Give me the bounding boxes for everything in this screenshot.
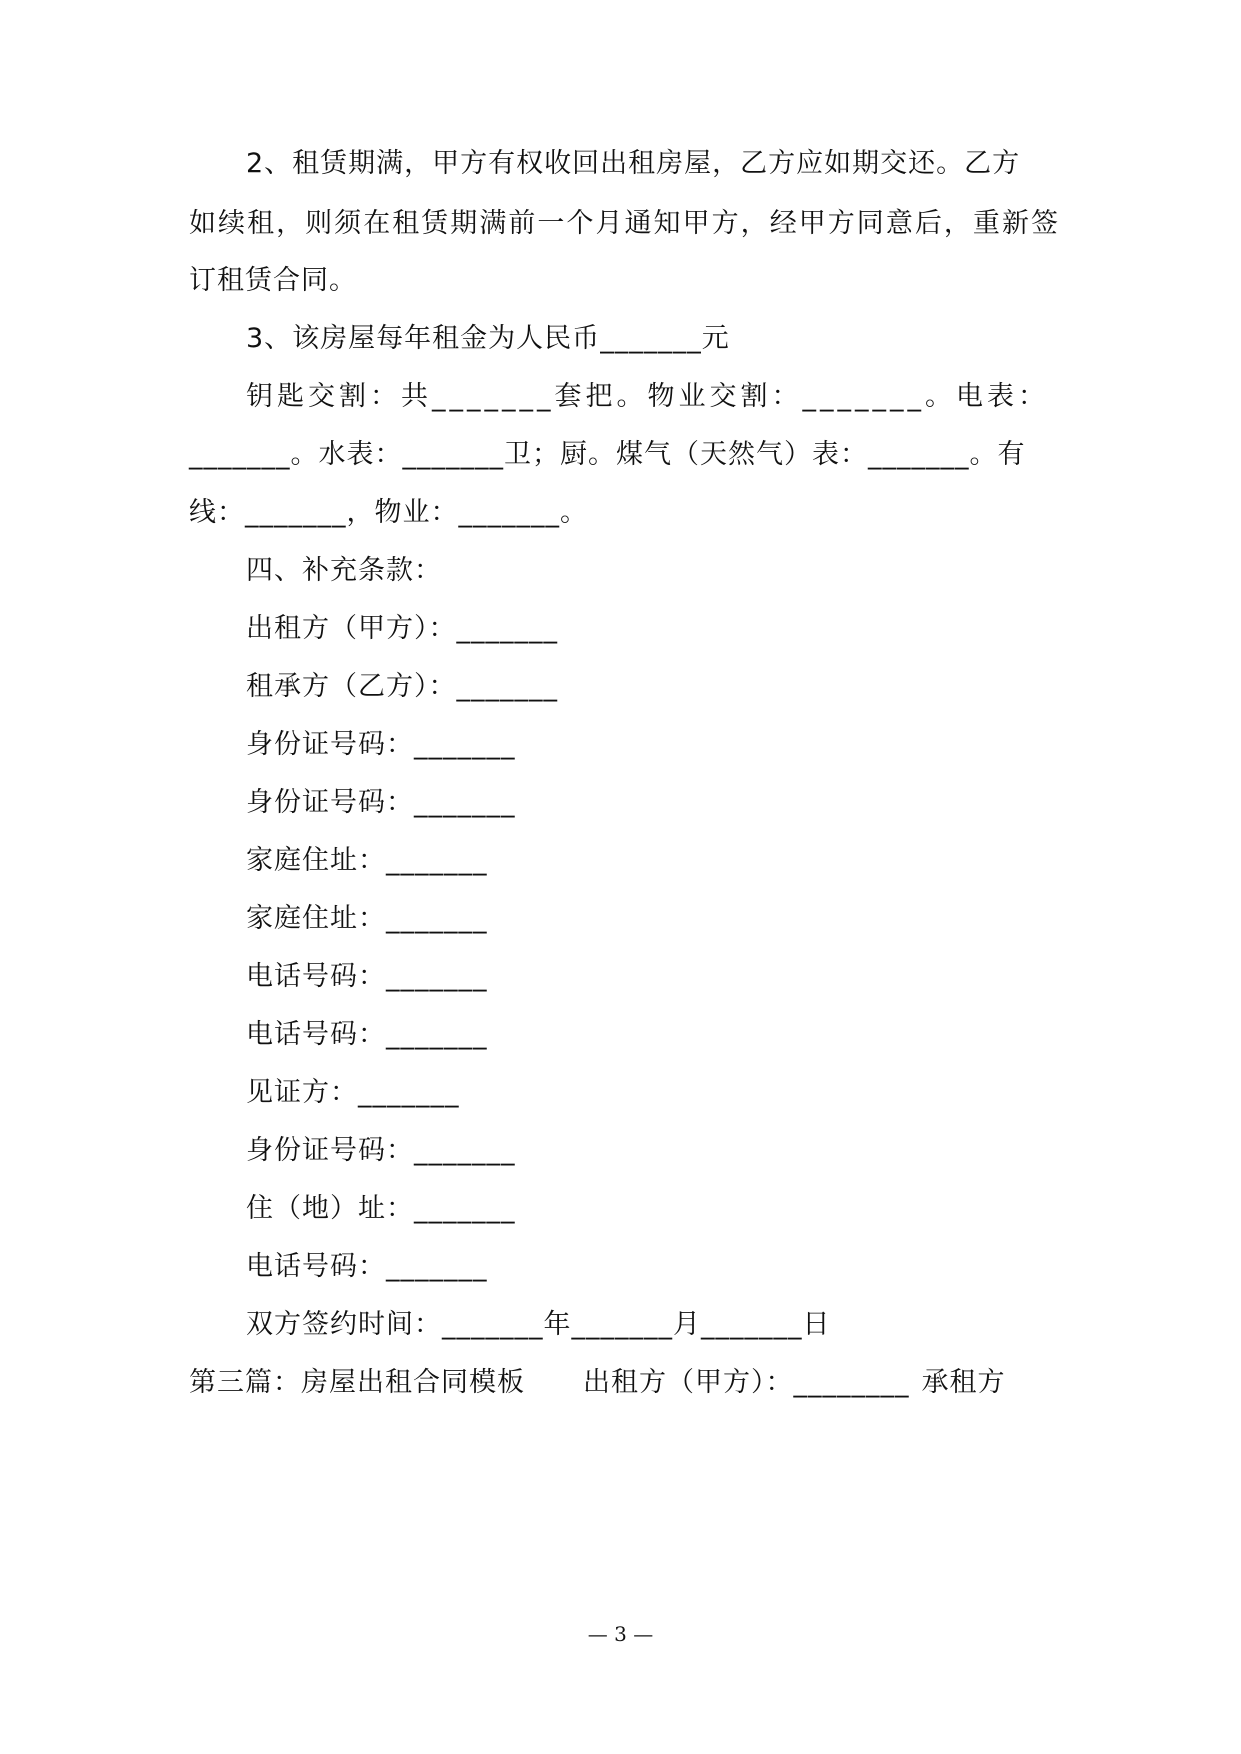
rent-label: 3、该房屋每年租金为人民币	[246, 323, 601, 354]
field-label: 出租方（甲方）：	[246, 613, 457, 644]
field-label: 电话号码：	[246, 1019, 386, 1050]
field-blank: _______	[414, 787, 516, 818]
field-blank: _______	[386, 845, 488, 876]
field-label: 家庭住址：	[246, 903, 386, 934]
field-witness	[246, 1073, 1116, 1113]
clause-2-line-2: 如续租，则须在租赁期满前一个月通知甲方，经甲方同意后，重新签	[189, 208, 1059, 239]
third-section-line	[189, 1363, 1059, 1403]
handover-line-3	[189, 493, 1059, 533]
field-id-number-witness	[246, 1131, 1116, 1171]
cable-label: 线：	[189, 497, 245, 528]
field-label: 身份证号码：	[246, 1135, 414, 1166]
field-address-lessee	[246, 899, 1116, 939]
gas-meter-label: 卫；厨。煤气（天然气）表：	[504, 439, 868, 470]
field-phone-lessee	[246, 1015, 1116, 1055]
year-label: 年	[543, 1309, 572, 1340]
lessor-label: 出租方（甲方）：	[583, 1367, 794, 1398]
section-4-title: 四、补充条款：	[246, 555, 442, 586]
rent-blank: _______	[600, 323, 702, 354]
field-id-number-lessee	[246, 783, 1116, 823]
field-blank: _______	[386, 1019, 488, 1050]
field-label: 电话号码：	[246, 1251, 386, 1282]
field-label: 租承方（乙方）：	[246, 671, 457, 702]
field-blank: _______	[456, 613, 558, 644]
clause-3-rent	[246, 319, 1116, 359]
electric-meter-blank: _______	[189, 439, 291, 470]
field-blank: _______	[386, 903, 488, 934]
electric-meter-label: 。电表：	[925, 381, 1049, 412]
field-address-lessor	[246, 841, 1116, 881]
water-meter-label: 。水表：	[290, 439, 403, 470]
cable-label-start: 。有	[969, 439, 1026, 470]
year-blank: _______	[442, 1309, 544, 1340]
rent-unit: 元	[701, 323, 730, 354]
page-number: — 3 —	[587, 1622, 654, 1646]
field-blank: _______	[386, 961, 488, 992]
month-label: 月	[673, 1309, 701, 1340]
keys-label: 钥匙交割：共	[246, 381, 432, 412]
field-label: 身份证号码：	[246, 787, 414, 818]
water-meter-blank: _______	[402, 439, 504, 470]
field-address-witness	[246, 1189, 1116, 1229]
cable-blank: _______	[245, 497, 347, 528]
lessor-blank: ________	[793, 1367, 910, 1398]
handover-line-1	[246, 377, 1059, 417]
day-label: 日	[802, 1309, 831, 1340]
field-blank: _______	[414, 1193, 516, 1224]
field-label: 家庭住址：	[246, 845, 386, 876]
field-blank: _______	[414, 729, 516, 760]
property-fee-label: ，物业：	[346, 497, 459, 528]
clause-2-line-3: 订租赁合同。	[189, 265, 357, 296]
field-label: 见证方：	[246, 1077, 358, 1108]
third-section-title: 第三篇：房屋出租合同模板	[189, 1367, 525, 1398]
field-blank: _______	[358, 1077, 460, 1108]
day-blank: _______	[701, 1309, 803, 1340]
field-blank: _______	[414, 1135, 516, 1166]
property-fee-blank: _______	[458, 497, 560, 528]
field-label: 电话号码：	[246, 961, 386, 992]
handover-end: 。	[560, 497, 588, 528]
field-id-number-lessor	[246, 725, 1116, 765]
property-handover-label: 套把。物业交割：	[554, 381, 803, 412]
field-lessee	[246, 667, 1116, 707]
month-blank: _______	[571, 1309, 673, 1340]
gas-meter-blank: _______	[868, 439, 970, 470]
lessee-label: 承租方	[921, 1367, 1006, 1398]
property-handover-blank: _______	[802, 381, 925, 412]
signing-date-label: 双方签约时间：	[246, 1309, 442, 1340]
handover-line-2	[189, 435, 1059, 475]
field-lessor	[246, 609, 1116, 649]
field-blank: _______	[386, 1251, 488, 1282]
field-phone-witness	[246, 1247, 1116, 1287]
field-label: 住（地）址：	[246, 1193, 414, 1224]
keys-blank: _______	[432, 381, 555, 412]
signing-date	[246, 1305, 1116, 1345]
clause-2-line-1: 2、租赁期满，甲方有权收回出租房屋，乙方应如期交还。乙方	[246, 148, 1021, 179]
field-blank: _______	[456, 671, 558, 702]
field-phone-lessor	[246, 957, 1116, 997]
field-label: 身份证号码：	[246, 729, 414, 760]
